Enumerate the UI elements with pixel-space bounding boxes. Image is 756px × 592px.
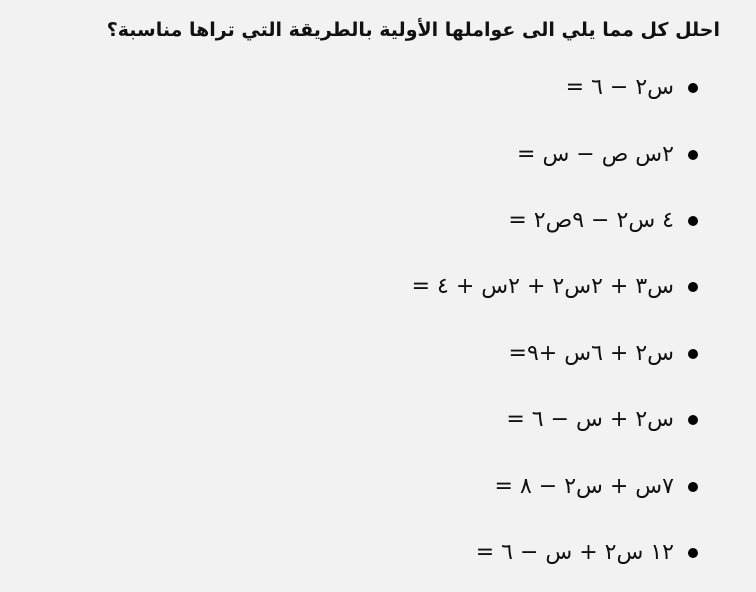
problem-item: [506, 404, 698, 436]
problem-expression: ١٢ س٢ + س − ٦ =: [475, 540, 674, 565]
bullet-icon: [688, 216, 698, 226]
problem-expression: ٧س + س٢ − ٨ =: [494, 474, 674, 499]
bullet-icon: [688, 349, 698, 359]
problem-item: [476, 537, 698, 569]
bullet-icon: [688, 482, 698, 492]
problem-item: [508, 205, 698, 237]
bullet-icon: [688, 150, 698, 160]
worksheet-title: احلل كل مما يلي الى عواملها الأولية بالطريقة التي تراها مناسبة؟: [106, 19, 720, 41]
bullet-icon: [688, 282, 698, 292]
bullet-icon: [688, 415, 698, 425]
bullet-icon: [688, 83, 698, 93]
problem-expression: ٤ س٢ − ٩ص٢ =: [508, 208, 674, 233]
problem-item: [495, 471, 698, 503]
problem-item: [566, 72, 698, 104]
problem-expression: س٢ + ٦س +٩=: [508, 341, 674, 366]
problem-item: [412, 271, 698, 303]
problem-item: [509, 338, 699, 370]
problem-expression: س٢ − ٦ =: [565, 75, 674, 100]
problem-expression: س٢ + س − ٦ =: [506, 407, 674, 432]
problem-item: [517, 139, 698, 171]
bullet-icon: [688, 548, 698, 558]
problem-expression: ٢س ص − س =: [517, 142, 674, 167]
problem-expression: س٣ + ٢س٢ + ٢س + ٤ =: [411, 274, 674, 299]
